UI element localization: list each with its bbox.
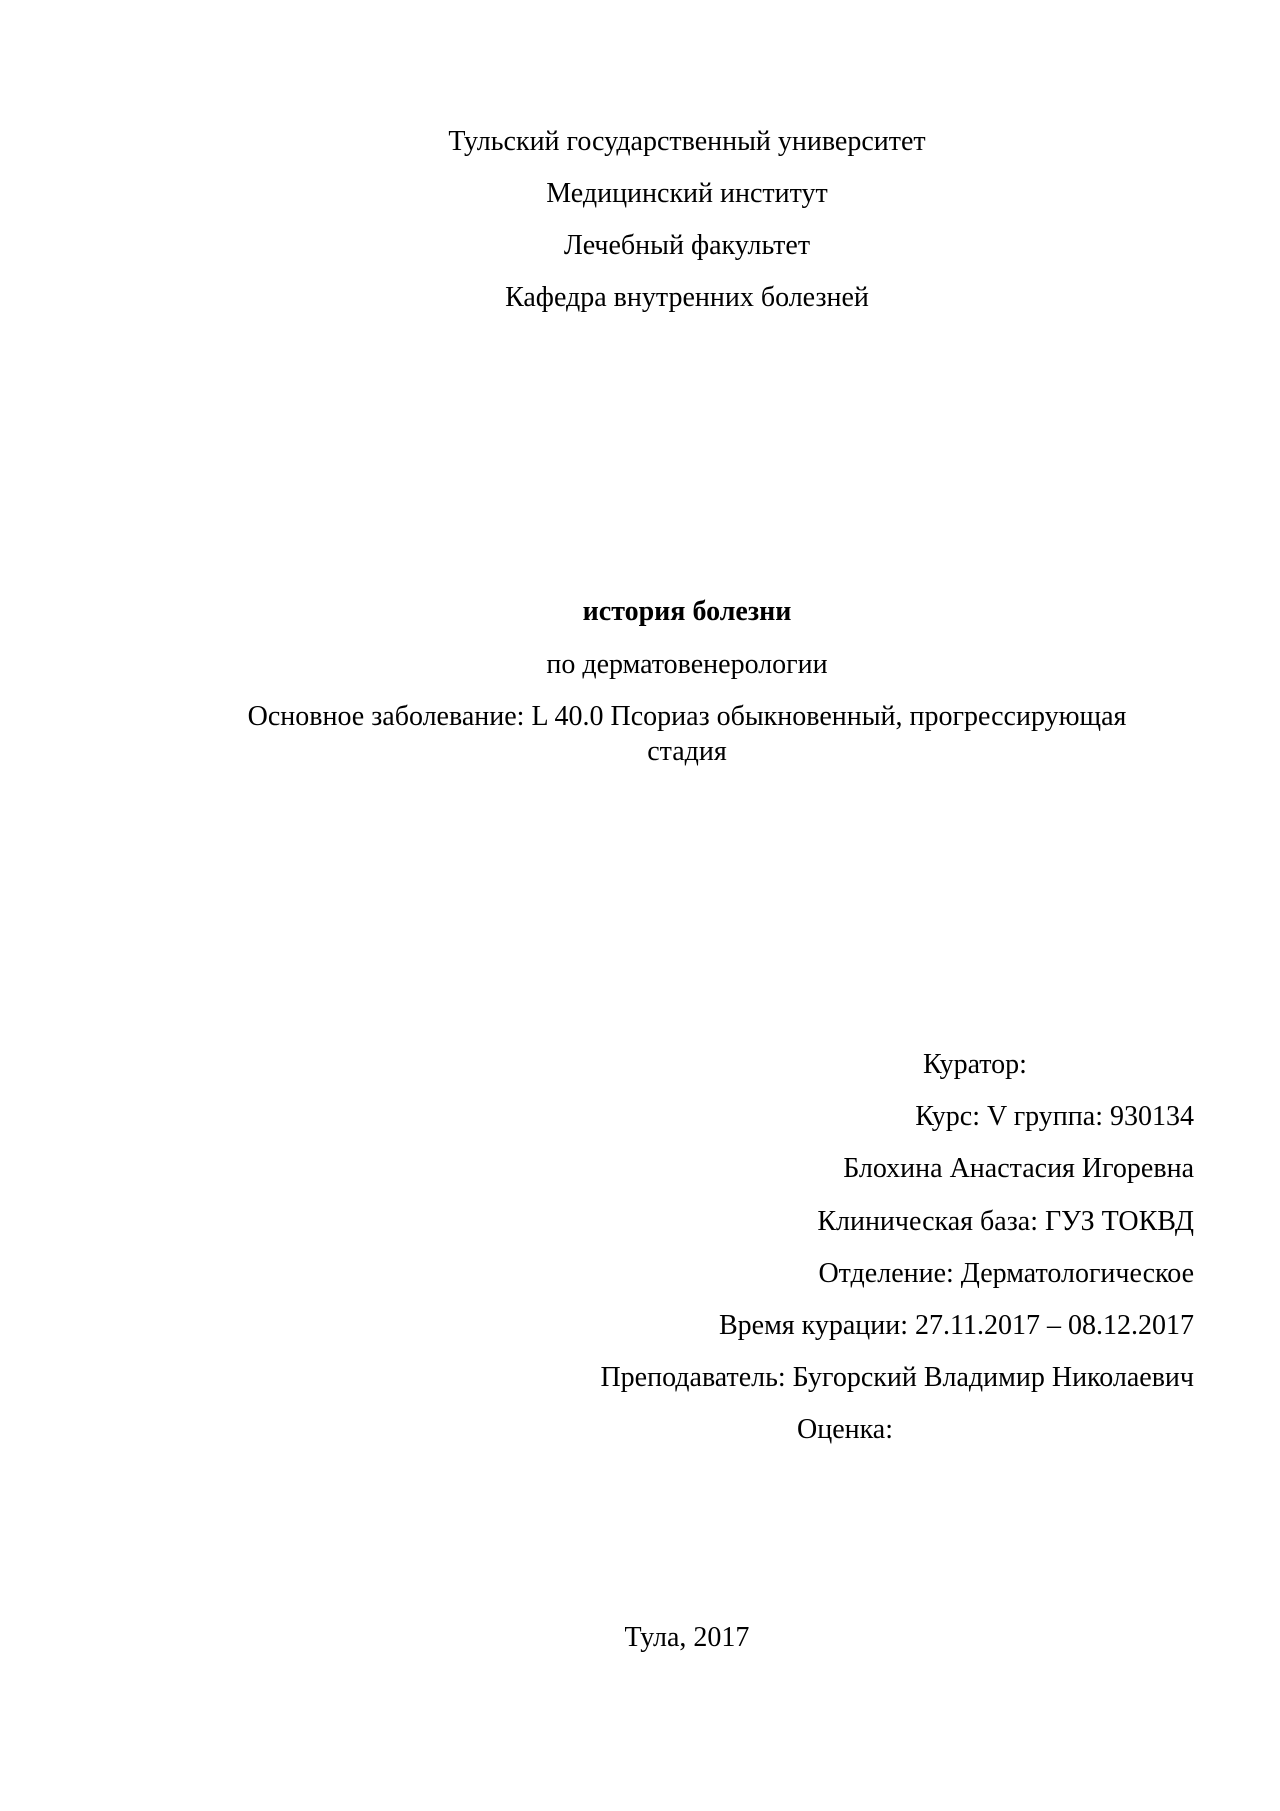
curation-time: Время курации: 27.11.2017 – 08.12.2017 <box>718 1310 1194 1341</box>
curator-label: Куратор: <box>923 1049 1027 1080</box>
university-name: Тульский государственный университет <box>448 126 926 157</box>
student-name: Блохина Анастасия Игоревна <box>843 1153 1194 1184</box>
faculty-name: Лечебный факультет <box>563 230 811 261</box>
document-subject: по дерматовенерологии <box>546 649 828 680</box>
diagnosis-line-2: стадия <box>647 736 727 767</box>
city-year: Тула, 2017 <box>624 1622 750 1653</box>
diagnosis-line-1: Основное заболевание: L 40.0 Псориаз обыкновенный, прогрессирующая <box>247 701 1127 732</box>
teacher-name: Преподаватель: Бугорский Владимир Николаевич <box>600 1362 1194 1393</box>
document-title: история болезни <box>582 596 792 627</box>
course-group: Курс: V группа: 930134 <box>915 1101 1194 1132</box>
clinical-base: Клиническая база: ГУЗ ТОКВД <box>817 1206 1194 1237</box>
grade-label: Оценка: <box>797 1414 894 1445</box>
institute-name: Медицинский институт <box>546 178 828 209</box>
department-field: Отделение: Дерматологическое <box>818 1258 1194 1289</box>
department-name: Кафедра внутренних болезней <box>505 282 869 313</box>
